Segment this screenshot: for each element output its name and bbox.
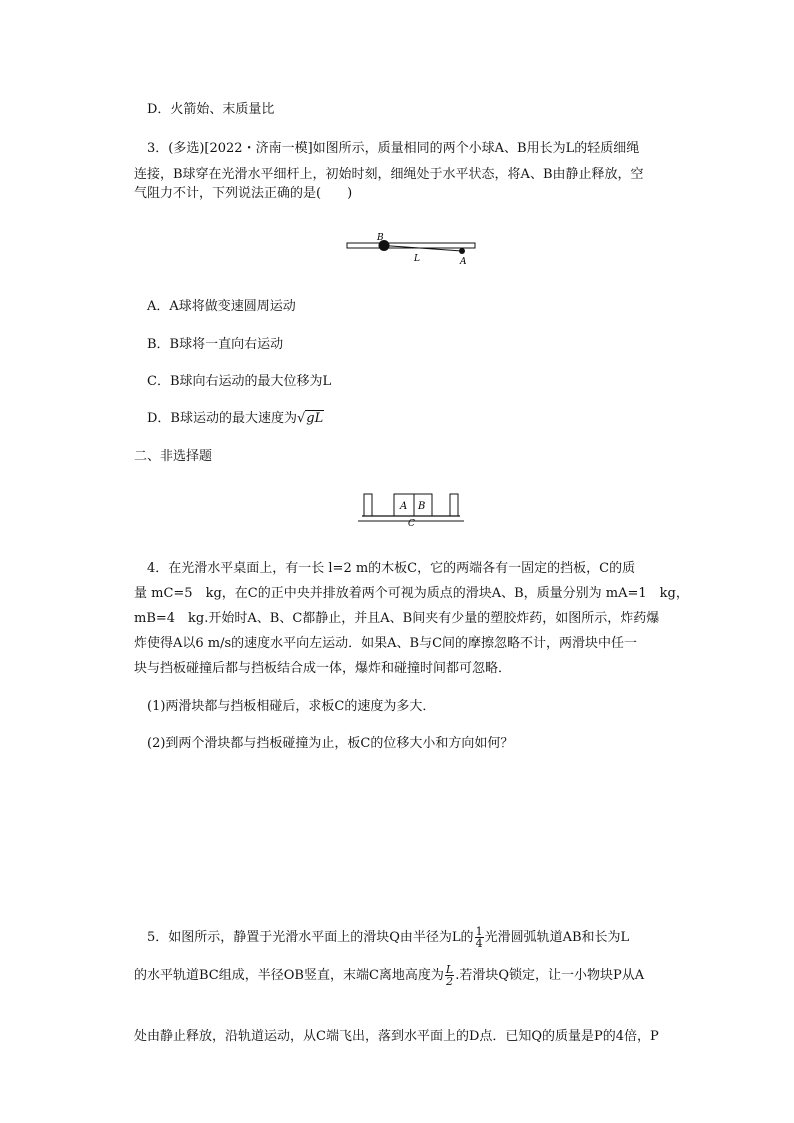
fraction-l-over-2 [445, 964, 454, 987]
q5-line2-text-b: .若滑块Q锁定，让一小物块P从A [455, 968, 645, 983]
q3-option-d [147, 410, 324, 428]
q5-stem-line3: 处由静止释放，沿轨道运动，从C端飞出，落到水平面上的D点．已知Q的质量是P的4倍，P [134, 1029, 659, 1044]
label-l: L [414, 254, 420, 264]
q3-stem-line2: 连接，B球穿在光滑水平细杆上，初始时刻，细绳处于水平状态，将A、B由静止释放，空 [134, 167, 644, 182]
q5-line2-text-a: 的水平轨道BC组成，半径OB竖直，末端C离地高度为 [134, 968, 444, 983]
q3-option-b: B．B球将一直向右运动 [147, 337, 284, 352]
q3-figure-rod-balls [344, 230, 480, 268]
q3-stem-line3: 气阻力不计，下列说法正确的是( ) [134, 186, 353, 201]
q5-stem-line2 [134, 964, 644, 987]
q4-figure-board-blocks [354, 490, 468, 528]
label-a: A [400, 501, 408, 512]
left-stopper [364, 494, 372, 516]
q4-stem-line2: 量 mC=5 kg，在C的正中央并排放着两个可视为质点的滑块A、B，质量分别为 mA=1 kg， [134, 586, 689, 601]
label-b: B [377, 233, 384, 243]
q4-subquestion-1: (1)两滑块都与挡板相碰后，求板C的速度为多大． [147, 699, 436, 714]
q4-stem-line4: 炸使得A以6 m/s的速度水平向左运动．如果A、B与C间的摩擦忽略不计，两滑块中任一 [134, 636, 638, 651]
q4-stem-line3: mB=4 kg.开始时A、B、C都静止，并且A、B间夹有少量的塑胶炸药，如图所示，炸药爆 [134, 611, 660, 626]
fraction-denominator: 4 [475, 937, 483, 950]
q3-stem-line1: 3．(多选)[2022・济南一模]如图所示，质量相同的两个小球A、B用长为L的轻质细绳 [147, 141, 640, 156]
sqrt-expression: √gL [296, 411, 324, 426]
label-c: C [408, 519, 415, 528]
label-a: A [460, 257, 467, 267]
q5-stem-line1 [147, 926, 629, 949]
sqrt-radicand: gL [306, 411, 324, 426]
q5-line1-text-a: 5．如图所示，静置于光滑水平面上的滑块Q由半径为L的 [147, 930, 474, 945]
q3-option-c: C．B球向右运动的最大位移为L [147, 374, 332, 389]
section-heading: 二、非选择题 [134, 449, 213, 464]
q4-stem-line1: 4．在光滑水平桌面上，有一长 l=2 m的木板C，它的两端各有一固定的挡板，C的质 [147, 561, 636, 576]
fraction-numerator: 1 [475, 925, 483, 938]
label-b: B [418, 501, 426, 512]
q5-line1-text-b: 光滑圆弧轨道AB和长为L [484, 930, 630, 945]
q3-option-a: A．A球将做变速圆周运动 [147, 299, 296, 314]
ball-a [459, 248, 465, 254]
fraction-numerator: L [445, 963, 454, 976]
q4-stem-line5: 块与挡板碰撞后都与挡板结合成一体，爆炸和碰撞时间都可忽略． [134, 661, 512, 676]
q4-subquestion-2: (2)到两个滑块都与挡板碰撞为止，板C的位移大小和方向如何？ [147, 736, 514, 751]
fraction-denominator: 2 [446, 975, 454, 988]
q3-option-d-text: D．B球运动的最大速度为 [147, 411, 297, 426]
right-stopper [450, 494, 458, 516]
q2-option-d: D．火箭始、末质量比 [147, 102, 275, 117]
fraction-one-quarter [475, 926, 484, 949]
